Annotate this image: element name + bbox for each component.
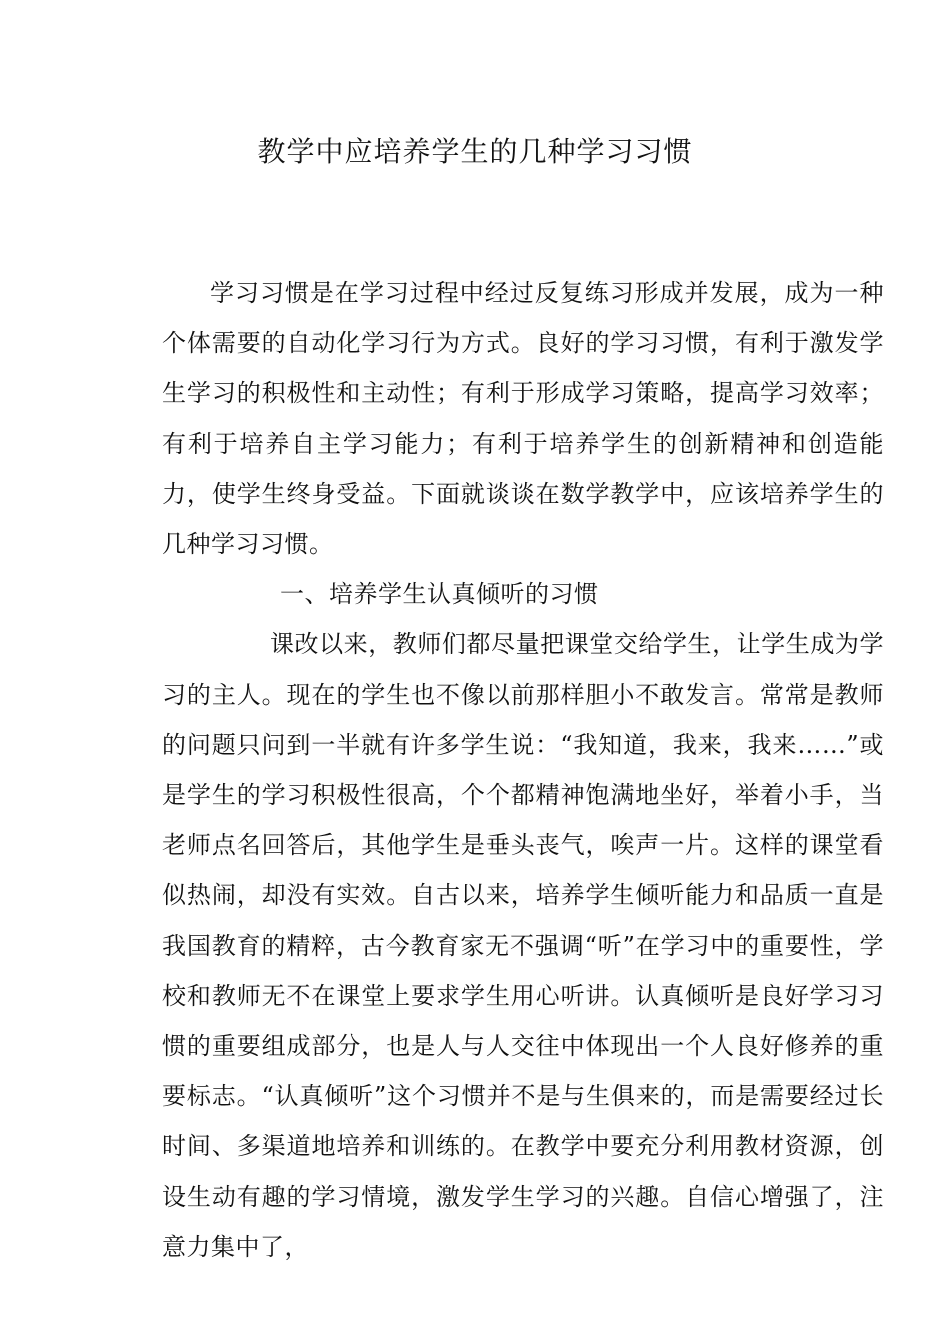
section-paragraph: 课改以来，教师们都尽量把课堂交给学生，让学生成为学习的主人。现在的学生也不像以前那样胆小不敢发言。常常是教师的问题只问到一半就有许多学生说：“我知道，我来，我来……”或是学生的学习积极性很高，个个都精神饱满地坐好，举着小手，当老师点名回答后，其他学生是垂头丧气，唉声一片。这样的课堂看似热闹，却没有实效。自古以来，培养学生倾听能力和品质一直是我国教育的精粹，古今教育家无不强调“听”在学习中的重要性，学校和教师无不在课堂上要求学生用心听讲。认真倾听是良好学习习惯的重要组成部分，也是人与人交往中体现出一个人良好修养的重要标志。“认真倾听”这个习惯并不是与生俱来的，而是需要经过长时间、多渠道地培养和训练的。在教学中要充分利用教材资源，创设生动有趣的学习情境，激发学生学习的兴趣。自信心增强了，注意力集中了，: [162, 630, 884, 1261]
intro-paragraph: 学习习惯是在学习过程中经过反复练习形成并发展，成为一种个体需要的自动化学习行为方式。良好的学习习惯，有利于激发学生学习的积极性和主动性；有利于形成学习策略，提高学习效率；有利于培养自主学习能力；有利于培养学生的创新精神和创造能力，使学生终身受益。下面就谈谈在数学教学中，应该培养学生的几种学习习惯。: [162, 279, 884, 559]
document-title: 教学中应培养学生的几种学习习惯: [257, 135, 693, 168]
document-body: [162, 268, 884, 1272]
section-heading: 一、培养学生认真倾听的习惯: [280, 580, 599, 609]
